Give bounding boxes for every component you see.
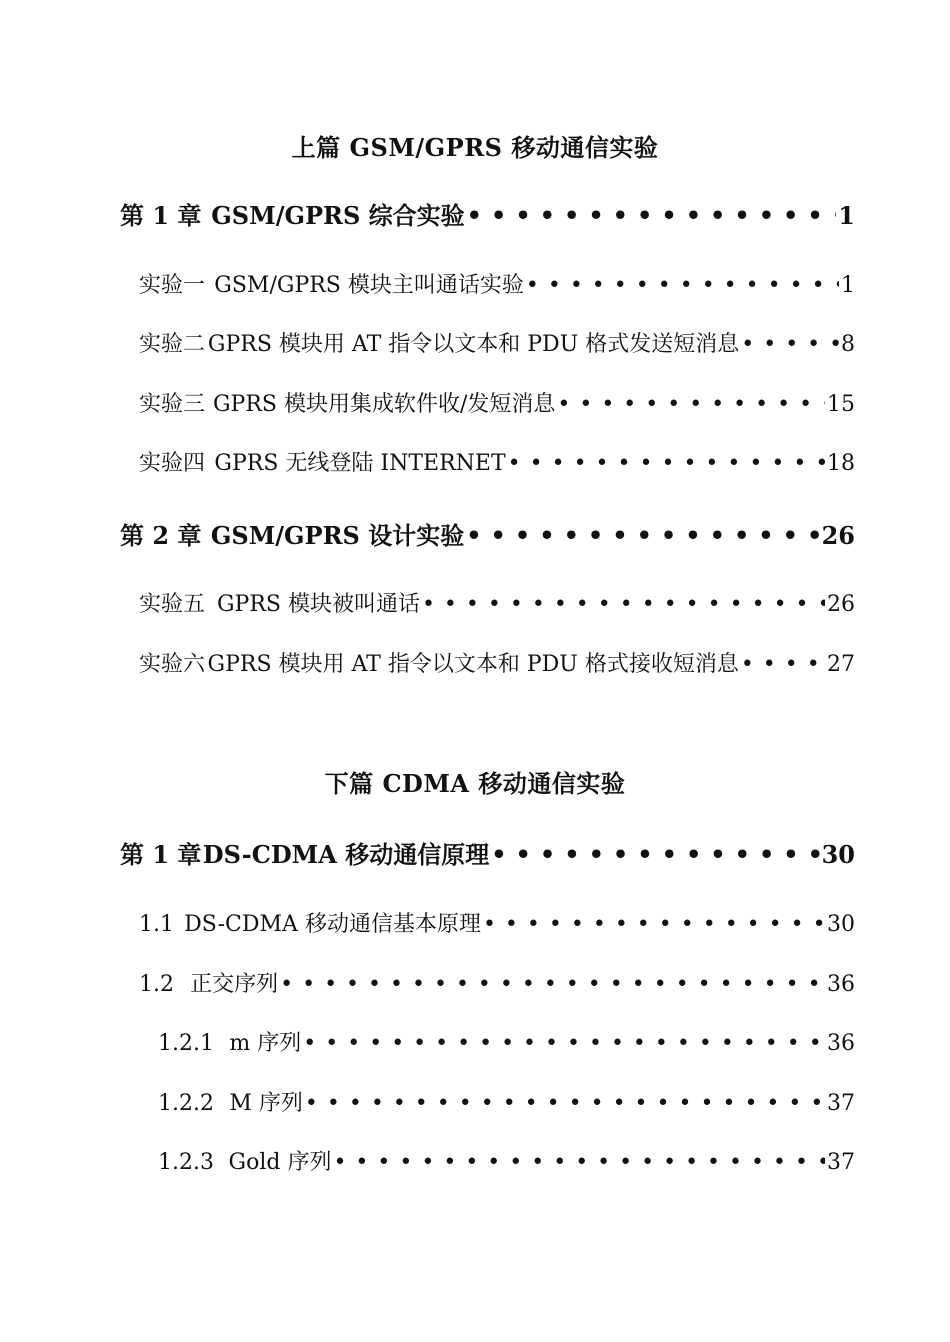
toc-entry-label: 第 2 章 <box>120 521 202 550</box>
toc-entry-1-2-2[interactable] <box>158 1089 855 1119</box>
dot-leader <box>508 449 825 479</box>
toc-entry-label: 实验五 <box>139 592 206 617</box>
dot-leader <box>526 271 839 301</box>
dot-leader <box>467 201 837 231</box>
toc-entry-title: DS-CDMA 移动通信基本原理 <box>184 912 481 937</box>
toc-entry-exp3[interactable] <box>139 390 855 420</box>
toc-entry-page: 1 <box>841 273 855 298</box>
toc-entry-part2-chapter1[interactable] <box>120 840 855 870</box>
part2-title: 下篇 CDMA 移动通信实验 <box>324 769 626 798</box>
dot-leader <box>557 390 825 420</box>
toc-entry-label: 1.2.2 <box>158 1091 214 1116</box>
toc-entry-page: 26 <box>821 521 855 550</box>
toc-entry-label: 第 1 章 <box>120 201 202 230</box>
toc-entry-label: 实验六 <box>139 652 206 677</box>
toc-entry-exp1[interactable] <box>139 271 855 301</box>
toc-entry-label: 实验三 <box>139 392 206 417</box>
toc-entry-title: GSM/GPRS 综合实验 <box>211 201 465 230</box>
toc-entry-label: 1.2.1 <box>158 1031 214 1056</box>
toc-entry-label: 第 1 章 <box>120 840 202 869</box>
toc-entry-title: DS-CDMA 移动通信原理 <box>202 840 490 869</box>
toc-entry-title: GPRS 模块用集成软件收/发短消息 <box>212 392 556 417</box>
toc-entry-exp4[interactable] <box>139 449 855 479</box>
toc-entry-title: m 序列 <box>229 1031 302 1056</box>
dot-leader <box>333 1148 825 1178</box>
toc-entry-title: GSM/GPRS 模块主叫通话实验 <box>214 273 524 298</box>
toc-entry-label: 实验一 <box>139 273 206 298</box>
toc-entry-label: 1.2.3 <box>158 1150 214 1175</box>
part1-title: 上篇 GSM/GPRS 移动通信实验 <box>291 133 659 162</box>
dot-leader <box>280 970 825 1000</box>
toc-entry-page: 8 <box>841 332 855 357</box>
dot-leader <box>741 330 839 360</box>
dot-leader <box>305 1089 825 1119</box>
toc-entry-title: GPRS 模块被叫通话 <box>216 592 420 617</box>
dot-leader <box>303 1029 825 1059</box>
toc-entry-label: 1.1 <box>139 912 174 937</box>
toc-entry-exp6[interactable] <box>139 650 855 680</box>
toc-entry-title: 正交序列 <box>190 972 279 997</box>
toc-entry-exp5[interactable] <box>139 590 855 620</box>
toc-entry-label: 1.2 <box>139 972 174 997</box>
toc-entry-label: 实验四 <box>139 451 206 476</box>
toc-entry-title: GPRS 模块用 AT 指令以文本和 PDU 格式发送短消息 <box>207 332 740 357</box>
toc-entry-title: M 序列 <box>229 1091 303 1116</box>
toc-entry-1-2[interactable] <box>139 970 855 1000</box>
dot-leader <box>491 840 819 870</box>
toc-entry-page: 37 <box>827 1091 855 1116</box>
toc-entry-page: 27 <box>827 652 855 677</box>
toc-entry-1-2-3[interactable] <box>158 1148 855 1178</box>
toc-entry-title: GPRS 模块用 AT 指令以文本和 PDU 格式接收短消息 <box>207 652 739 677</box>
toc-entry-page: 36 <box>827 972 855 997</box>
toc-entry-label: 实验二 <box>139 332 206 357</box>
toc-entry-title: GPRS 无线登陆 INTERNET <box>214 451 506 476</box>
toc-entry-exp2[interactable] <box>139 330 855 360</box>
toc-entry-chapter2[interactable] <box>120 521 855 551</box>
toc-entry-1-1[interactable] <box>139 910 855 940</box>
dot-leader <box>422 590 825 620</box>
toc-entry-page: 18 <box>827 451 855 476</box>
toc-entry-title: Gold 序列 <box>228 1150 332 1175</box>
toc-entry-page: 36 <box>827 1031 855 1056</box>
toc-entry-page: 1 <box>838 201 855 230</box>
toc-entry-title: GSM/GPRS 设计实验 <box>210 521 465 550</box>
dot-leader <box>741 650 825 680</box>
toc-entry-1-2-1[interactable] <box>158 1029 855 1059</box>
toc-entry-page: 37 <box>827 1150 855 1175</box>
toc-entry-page: 30 <box>827 912 855 937</box>
dot-leader <box>483 910 825 940</box>
toc-entry-page: 30 <box>821 840 855 869</box>
toc-entry-page: 26 <box>827 592 855 617</box>
dot-leader <box>466 521 819 551</box>
toc-entry-page: 15 <box>827 392 855 417</box>
toc-entry-chapter1[interactable] <box>120 201 855 231</box>
